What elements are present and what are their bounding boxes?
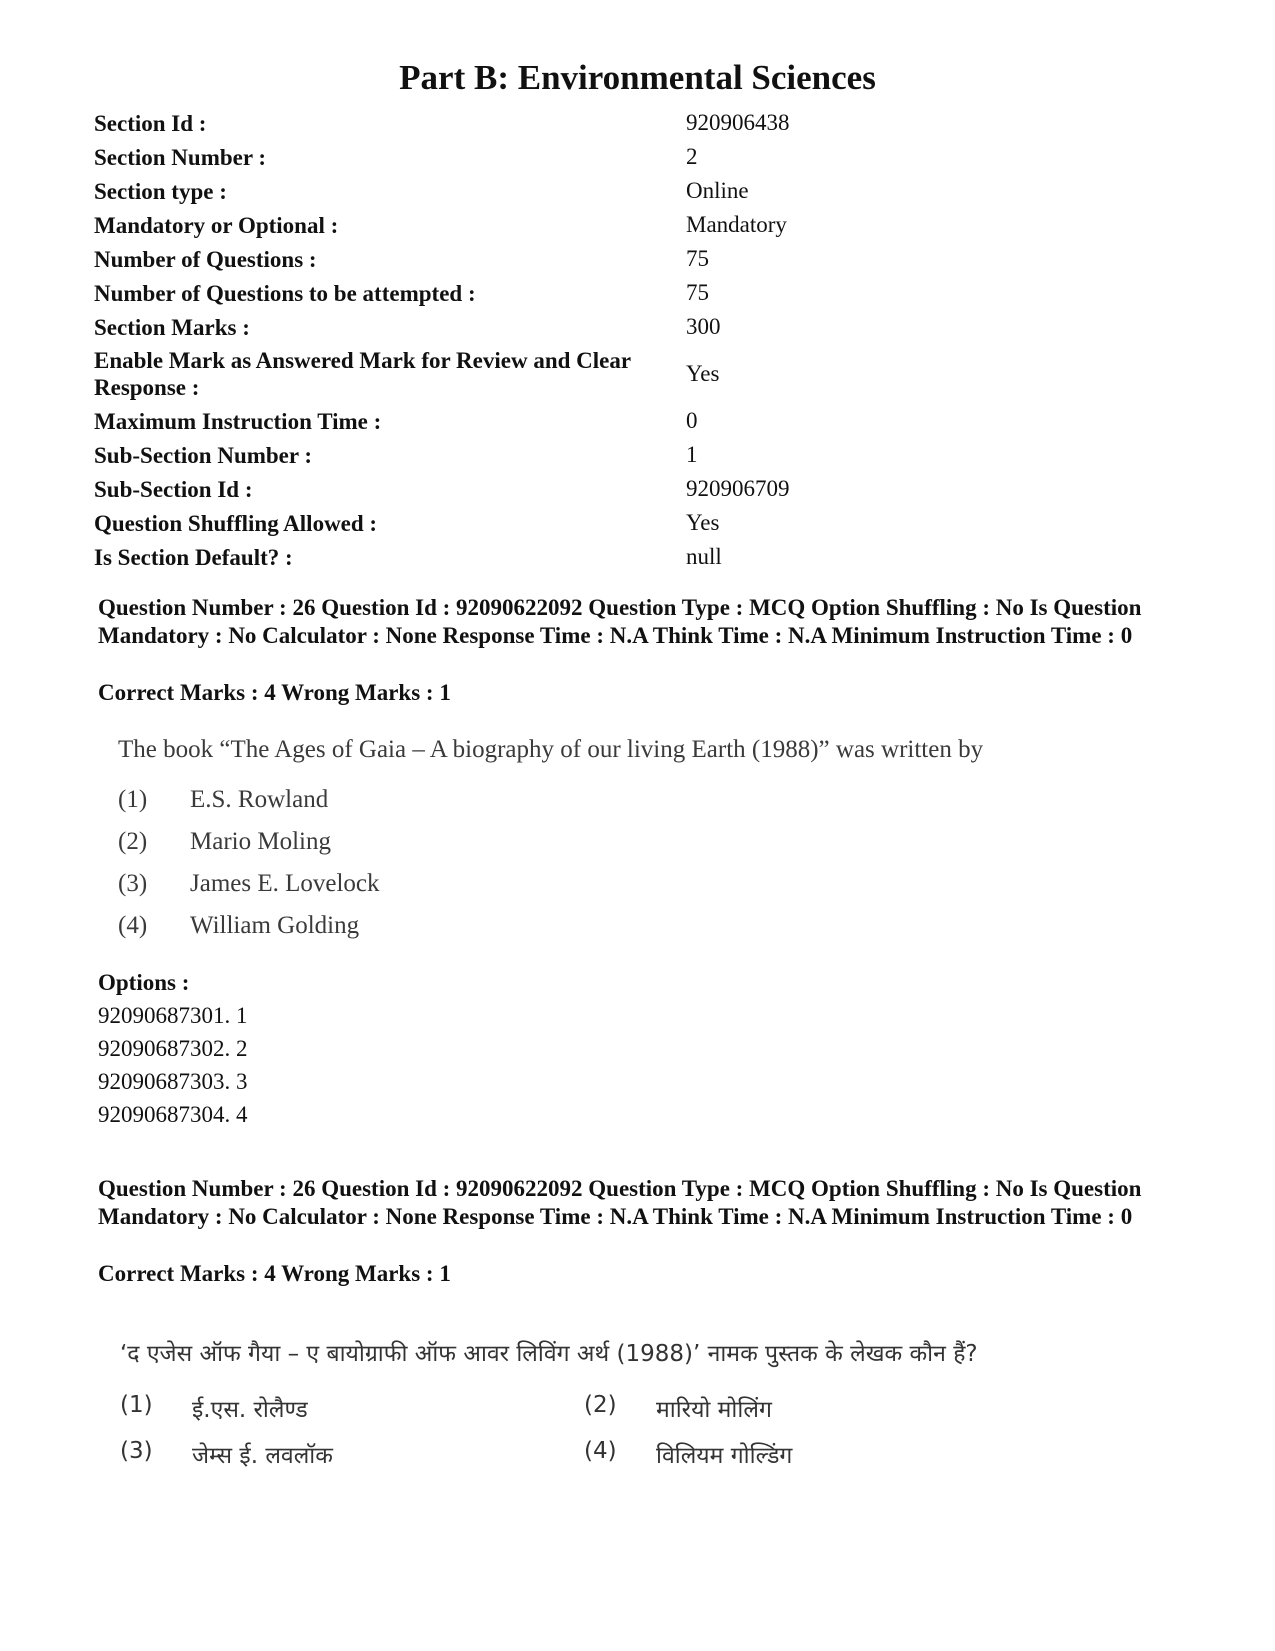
question-marks: Correct Marks : 4 Wrong Marks : 1 xyxy=(98,680,451,705)
choice-number: (1) xyxy=(118,786,148,813)
info-value: 0 xyxy=(686,408,698,433)
info-value: Yes xyxy=(686,510,720,535)
option-id: 92090687303. 3 xyxy=(98,1069,248,1094)
info-value: 920906709 xyxy=(686,476,790,501)
info-value: 75 xyxy=(686,246,709,271)
info-row xyxy=(94,106,854,140)
info-label: Sub-Section Id : xyxy=(94,476,253,502)
info-label: Section Id : xyxy=(94,110,207,136)
choice-number: (1) xyxy=(120,1392,153,1418)
choice-number: (3) xyxy=(120,1438,153,1464)
question-header: Question Number : 26 Question Id : 92090622092 Question Type : MCQ Option Shuffling : No Is Question Mandatory : No Calculator : None Response Time : N.A Think Time : N.A Minimum Instruction Time : 0 xyxy=(98,595,1142,648)
choice-text: E.S. Rowland xyxy=(190,786,329,813)
question-text: The book “The Ages of Gaia – A biography of our living Earth (1988)” was written by xyxy=(118,736,984,763)
info-value: 920906438 xyxy=(686,110,790,135)
info-value: Online xyxy=(686,178,749,203)
info-row xyxy=(94,438,854,472)
info-label: Is Section Default? : xyxy=(94,544,293,570)
info-label: Enable Mark as Answered Mark for Review and Clear Response : xyxy=(94,348,631,400)
choice-text: ई.एस. रोलैण्ड xyxy=(192,1397,308,1423)
info-value: Mandatory xyxy=(686,212,787,237)
info-row xyxy=(94,506,854,540)
option-id: 92090687304. 4 xyxy=(98,1102,248,1127)
option-id: 92090687302. 2 xyxy=(98,1036,248,1061)
choice-text: James E. Lovelock xyxy=(190,870,380,897)
info-row xyxy=(94,208,854,242)
choice-number: (4) xyxy=(118,912,148,939)
question-marks: Correct Marks : 4 Wrong Marks : 1 xyxy=(98,1261,451,1286)
info-label: Number of Questions : xyxy=(94,246,317,272)
info-label: Section Number : xyxy=(94,144,267,170)
info-row xyxy=(94,276,854,310)
choice-number: (2) xyxy=(584,1392,617,1418)
choice-number: (2) xyxy=(118,828,148,855)
info-label: Number of Questions to be attempted : xyxy=(94,280,476,306)
info-value: 300 xyxy=(686,314,721,339)
info-row xyxy=(94,404,854,438)
info-value: 2 xyxy=(686,144,698,169)
info-label: Maximum Instruction Time : xyxy=(94,408,382,434)
choice-number: (4) xyxy=(584,1438,617,1464)
info-label: Section type : xyxy=(94,178,227,204)
question-header: Question Number : 26 Question Id : 92090622092 Question Type : MCQ Option Shuffling : No Is Question Mandatory : No Calculator : None Response Time : N.A Think Time : N.A Minimum Instruction Time : 0 xyxy=(98,1176,1142,1229)
info-row xyxy=(94,472,854,506)
info-value: 75 xyxy=(686,280,709,305)
question-text-hindi: ‘द एजेस ऑफ गैया – ए बायोग्राफी ऑफ आवर लिविंग अर्थ (1988)’ नामक पुस्तक के लेखक कौन हैं? xyxy=(120,1341,978,1367)
info-row xyxy=(94,310,854,344)
info-value: Yes xyxy=(686,361,720,386)
info-row xyxy=(94,174,854,208)
choice-text: विलियम गोल्डिंग xyxy=(656,1443,793,1469)
choice-text: Mario Moling xyxy=(190,828,331,855)
options-label: Options : xyxy=(98,970,190,995)
info-row xyxy=(94,140,854,174)
info-value: null xyxy=(686,544,722,569)
info-label: Question Shuffling Allowed : xyxy=(94,510,378,536)
info-value: 1 xyxy=(686,442,698,467)
choice-number: (3) xyxy=(118,870,148,897)
choice-text: मारियो मोलिंग xyxy=(656,1397,772,1423)
info-label: Sub-Section Number : xyxy=(94,442,313,468)
option-id: 92090687301. 1 xyxy=(98,1003,248,1028)
info-row xyxy=(94,242,854,276)
info-label: Mandatory or Optional : xyxy=(94,212,339,238)
info-label: Section Marks : xyxy=(94,314,250,340)
info-row xyxy=(94,344,854,404)
choice-text: जेम्स ई. लवलॉक xyxy=(192,1443,333,1469)
section-info-table xyxy=(94,106,854,574)
page-title: Part B: Environmental Sciences xyxy=(399,58,876,97)
info-row xyxy=(94,540,854,574)
choice-text: William Golding xyxy=(190,912,360,939)
